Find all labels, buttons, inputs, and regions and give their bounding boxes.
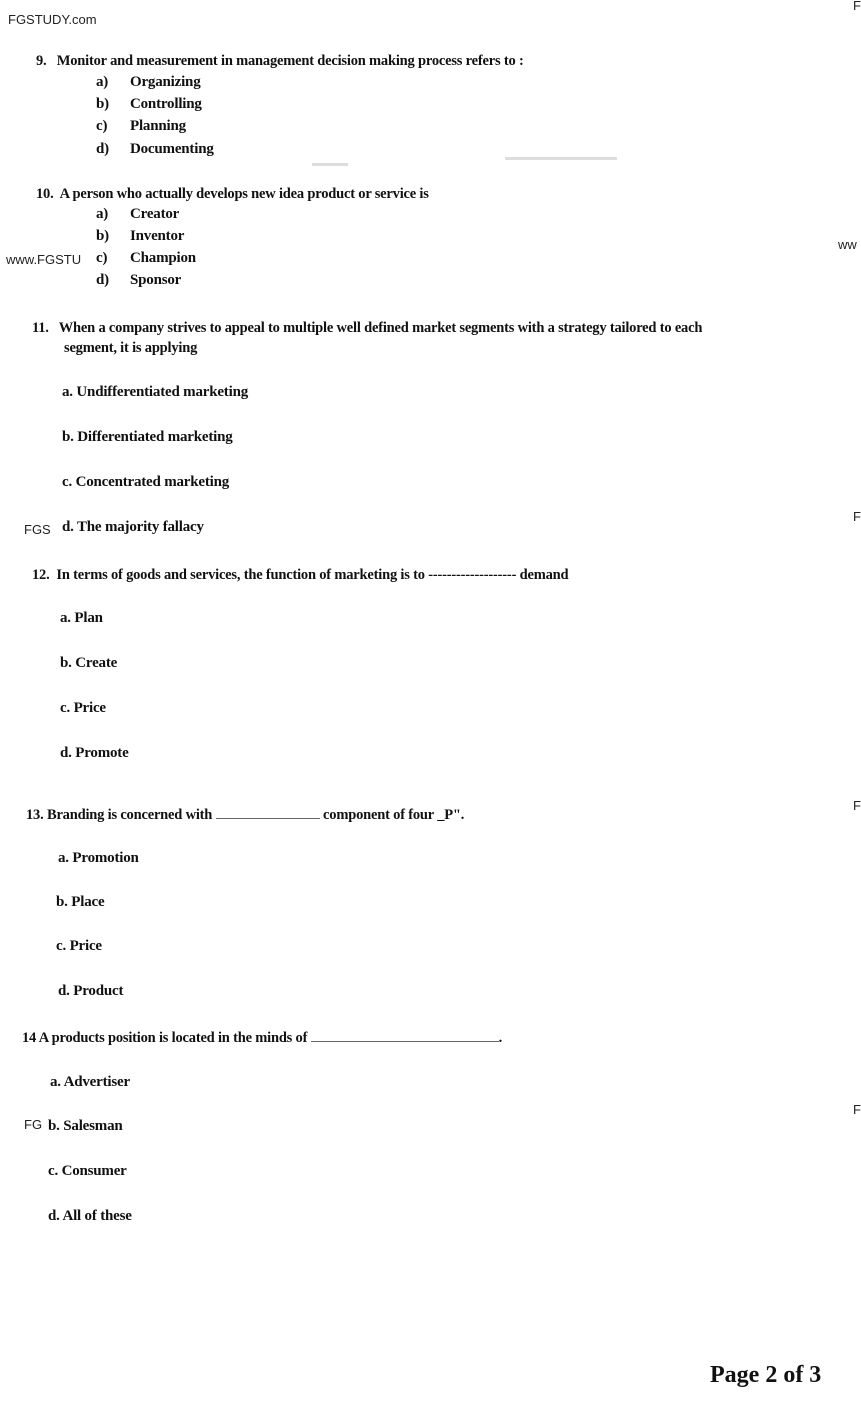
watermark-side-left-3: FG: [24, 1117, 43, 1132]
question-text: A person who actually develops new idea product or service is: [59, 186, 429, 202]
scan-smudge: [312, 163, 348, 166]
watermark-side-left-2: FGS: [24, 522, 51, 537]
option-9a: a) Organizing: [96, 74, 201, 90]
option-11d: d. The majority fallacy: [62, 519, 204, 535]
scan-smudge: [505, 157, 617, 160]
option-11b: b. Differentiated marketing: [62, 429, 233, 445]
watermark-header: FGSTUDY.com: [8, 12, 97, 27]
option-9c: c) Planning: [96, 118, 186, 134]
watermark-side-left: www.FGSTU: [6, 252, 82, 267]
option-10a: a) Creator: [96, 206, 180, 222]
question-number: 11.: [32, 320, 49, 336]
option-10d: d) Sponsor: [96, 272, 182, 288]
question-text-after: demand: [519, 567, 569, 583]
option-12d: d. Promote: [60, 745, 129, 761]
option-14d: d. All of these: [48, 1208, 132, 1224]
option-11a: a. Undifferentiated marketing: [62, 384, 249, 400]
question-text-line1: When a company strives to appeal to multiple well defined market segments with a strategy tailored to each: [58, 320, 703, 336]
question-11-line2: segment, it is applying: [64, 340, 198, 356]
answer-blank: -------------------: [428, 567, 517, 583]
question-number: 14: [22, 1030, 37, 1046]
option-11c: c. Concentrated marketing: [62, 474, 230, 490]
watermark-right-5: F: [853, 1102, 861, 1117]
answer-blank: [216, 818, 320, 819]
question-text-after: component of four _P".: [323, 807, 465, 823]
question-13: [26, 807, 464, 824]
question-text: Monitor and measurement in management decision making process refers to :: [56, 53, 524, 69]
option-10b: b) Inventor: [96, 228, 185, 244]
question-text: Branding is concerned with: [46, 807, 213, 823]
answer-blank: [311, 1041, 499, 1042]
question-number: 13.: [26, 807, 44, 823]
watermark-right-2: ww: [838, 237, 857, 252]
question-10: [36, 186, 429, 203]
option-13b: b. Place: [56, 894, 105, 910]
question-number: 10.: [36, 186, 54, 202]
option-13a: a. Promotion: [58, 850, 139, 866]
option-14a: a. Advertiser: [50, 1074, 130, 1090]
page-number: Page 2 of 3: [710, 1362, 822, 1388]
question-text-after: .: [498, 1030, 503, 1046]
option-12c: c. Price: [60, 700, 106, 716]
question-9: [36, 53, 524, 70]
option-10c: c) Champion: [96, 250, 196, 266]
question-text: A products position is located in the minds of: [38, 1030, 308, 1046]
option-12b: b. Create: [60, 655, 118, 671]
question-11: [32, 320, 702, 337]
watermark-right-4: F: [853, 798, 861, 813]
question-number: 9.: [36, 53, 47, 69]
option-12a: a. Plan: [60, 610, 103, 626]
option-14b: b. Salesman: [48, 1118, 123, 1134]
watermark-right-1: F: [853, 0, 861, 13]
option-9b: b) Controlling: [96, 96, 202, 112]
question-text: In terms of goods and services, the function of marketing is to: [56, 567, 425, 583]
option-13c: c. Price: [56, 938, 102, 954]
question-number: 12.: [32, 567, 50, 583]
question-14: [22, 1030, 502, 1047]
watermark-right-3: F: [853, 509, 861, 524]
option-9d: d) Documenting: [96, 141, 214, 157]
question-12: [32, 567, 568, 584]
option-14c: c. Consumer: [48, 1163, 127, 1179]
option-13d: d. Product: [58, 983, 124, 999]
